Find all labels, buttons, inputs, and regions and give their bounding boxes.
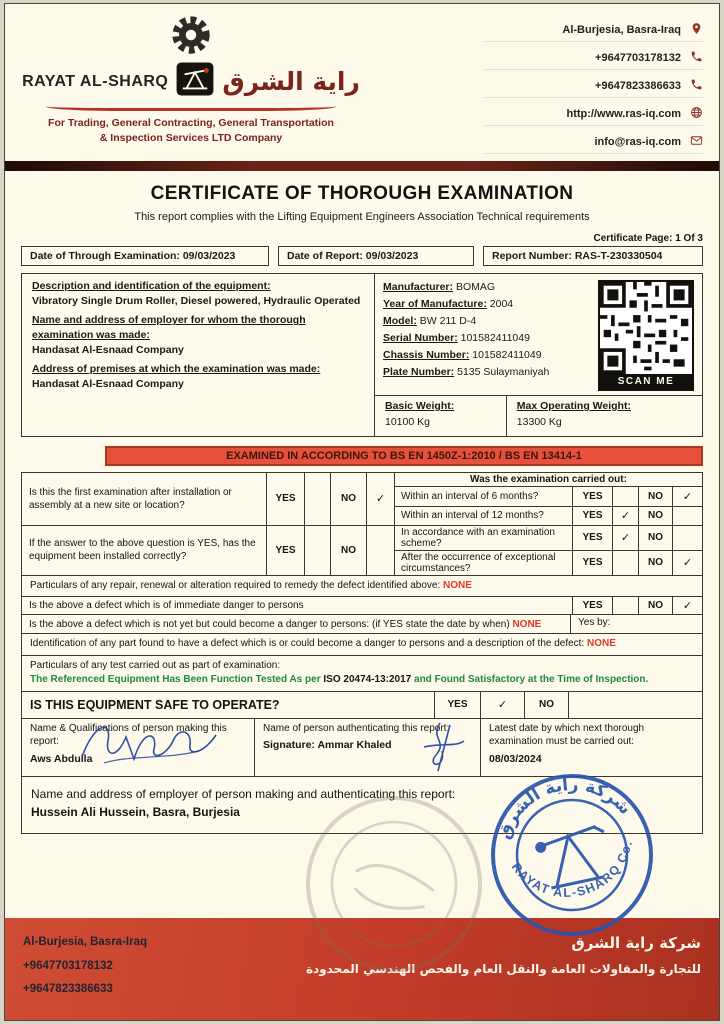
exam-date-value: 09/03/2023 — [182, 250, 236, 262]
installed-correctly-row — [22, 525, 702, 575]
contact-text: info@ras-iq.com — [594, 136, 681, 148]
report-date-cell: Date of Report: 09/03/2023 — [278, 246, 474, 266]
premises-value: Handasat Al-Esnaad Company — [32, 378, 184, 391]
maker-signature-cell: Name & Qualifications of person making this report: Aws Abdulla — [22, 719, 254, 776]
report-number-value: RAS-T-230330504 — [574, 250, 663, 262]
qr-code — [598, 280, 694, 391]
signature-row — [22, 718, 702, 776]
company-stamp — [487, 770, 657, 940]
no-cell: NO — [638, 551, 672, 575]
check-cell — [568, 692, 702, 718]
company-logo — [21, 12, 361, 154]
check-cell: ✓ — [672, 551, 702, 575]
gear-icon — [21, 12, 361, 60]
contact-text: Al-Burjesia, Basra-Iraq — [562, 24, 681, 36]
detail-row-serial: Serial Number: 101582411049 — [383, 332, 530, 344]
contact-item-phone1 — [485, 50, 703, 70]
footer-address: Al-Burjesia, Basra-Iraq — [23, 936, 147, 948]
installed-correctly-question: If the answer to the above question is YES, has the equipment been installed correctly? — [29, 538, 256, 562]
no-cell: NO — [330, 473, 366, 525]
company-name-row — [21, 62, 361, 101]
report-date-value: 09/03/2023 — [365, 250, 419, 262]
check-cell: ✓ — [480, 692, 524, 718]
contact-text: +9647823386633 — [595, 80, 681, 92]
check-cell: ✓ — [612, 526, 638, 550]
authenticator-name: Signature: Ammar Khaled — [263, 739, 392, 752]
certificate-subtitle: This report complies with the Lifting Equipment Engineers Association Technical requirements — [134, 211, 590, 223]
contact-item-phone2 — [485, 78, 703, 98]
yes-cell: YES — [572, 526, 612, 550]
check-cell: ✓ — [366, 473, 394, 525]
max-operating-weight: Max Operating Weight: 13300 Kg — [506, 396, 702, 436]
detail-row-chassis: Chassis Number: 101582411049 — [383, 349, 542, 361]
first-examination-question: Is this the first examination after installation or assembly at a new site or location? — [29, 486, 232, 511]
equipment-right-column — [374, 274, 702, 436]
equipment-details — [375, 274, 702, 395]
header — [5, 4, 719, 154]
phone-icon — [690, 50, 703, 66]
yes-cell: YES — [266, 526, 304, 575]
safe-to-operate-row — [22, 691, 702, 718]
yes-cell: YES — [572, 487, 612, 506]
premises-label: Address of premises at which the examination was made: — [32, 362, 321, 375]
identification-none-value: NONE — [587, 638, 616, 649]
check-cell — [612, 487, 638, 506]
footer-arabic-company: شركة راية الشرق — [571, 934, 701, 952]
no-cell: NO — [638, 507, 672, 525]
interval-12m-row: Within an interval of 12 months? YES ✓ NO — [395, 506, 702, 525]
footer-phone: +9647703178132 — [23, 959, 113, 972]
test-particulars-row: Particulars of any test carried out as part of examination: The Referenced Equipment Has Been Function Tested As per ISO 20474-13:2017 and Found Satisfactory at the Time of Inspection. — [30, 659, 649, 685]
safe-to-operate-question: IS THIS EQUIPMENT SAFE TO OPERATE? — [30, 697, 280, 712]
stamp-arabic-text: شركة راية الشرق — [494, 774, 635, 842]
check-cell — [672, 526, 702, 550]
certificate-paper — [4, 3, 720, 1021]
detail-row-model: Model: BW 211 D-4 — [383, 315, 477, 327]
detail-row-year: Year of Manufacture: 2004 — [383, 298, 514, 310]
no-cell: NO — [638, 487, 672, 506]
repair-none-value: NONE — [443, 579, 472, 591]
employer-value: Handasat Al-Esnaad Company — [32, 343, 184, 356]
check-cell — [612, 551, 638, 575]
iso-standard: ISO 20474-13:2017 — [323, 674, 412, 685]
yes-cell: YES — [266, 473, 304, 525]
equipment-description-value: Vibratory Single Drum Roller, Diesel powered, Hydraulic Operated — [32, 295, 361, 308]
footer-arabic-tagline: للتجارة والمقاولات العامة والنقل العام والفحص الهندسي المحدودة — [305, 962, 701, 976]
certificate-title: CERTIFICATE OF THOROUGH EXAMINATION — [150, 183, 574, 204]
logo-swoosh — [46, 102, 336, 111]
no-cell: NO — [524, 692, 568, 718]
contact-item-address — [485, 22, 703, 42]
equipment-description-label: Description and identification of the equipment: — [32, 280, 271, 292]
immediate-danger-row: Is the above a defect which is of immediate danger to persons YES NO ✓ — [22, 596, 702, 614]
date-row — [21, 246, 703, 266]
stamp-english-text: RAYAT AL-SHARQ Co. — [508, 838, 636, 900]
report-number-cell: Report Number: RAS-T-230330504 — [483, 246, 703, 266]
ghost-stamp — [300, 790, 488, 978]
yes-cell: YES — [572, 597, 612, 614]
equipment-box — [21, 273, 703, 437]
footer-phone: +9647823386633 — [23, 983, 113, 996]
location-pin-icon — [690, 22, 703, 38]
no-cell: NO — [638, 526, 672, 550]
email-icon — [690, 134, 703, 150]
employer-label: Name and address of employer for whom the thorough examination was made: — [32, 314, 306, 341]
examination-scheme-row: In accordance with an examination scheme? YES ✓ NO — [395, 526, 702, 550]
scan-me-label: SCAN ME — [600, 374, 692, 389]
globe-icon — [690, 106, 703, 122]
carried-out-header: Was the examination carried out: — [395, 473, 702, 487]
basic-weight-value: 10100 Kg — [385, 415, 430, 428]
header-divider-bar — [5, 161, 719, 171]
next-exam-date-value: 08/03/2024 — [489, 752, 542, 765]
contact-text: +9647703178132 — [595, 52, 681, 64]
exceptional-circumstances-row: After the occurrence of exceptional circumstances? YES NO ✓ — [395, 550, 702, 575]
contact-text: http://www.ras-iq.com — [566, 108, 681, 120]
maker-name: Aws Abdulla — [30, 752, 93, 765]
repair-particulars-row: Particulars of any repair, renewal or alteration required to remedy the defect identified above: NONE — [30, 579, 472, 591]
company-tagline: For Trading, General Contracting, General Transportation & Inspection Services LTD Company — [48, 117, 334, 145]
check-cell — [672, 507, 702, 525]
authenticator-signature-cell: Name of person authenticating this report: Signature: Ammar Khaled — [254, 719, 480, 776]
company-name: RAYAT AL-SHARQ — [22, 72, 169, 90]
contact-item-website — [485, 106, 703, 126]
yes-cell: YES — [572, 507, 612, 525]
future-none-value: NONE — [512, 619, 542, 630]
yes-by-cell: Yes by: — [570, 615, 702, 633]
equipment-left-column — [22, 274, 374, 436]
check-cell: ✓ — [672, 487, 702, 506]
yes-cell: YES — [572, 551, 612, 575]
next-exam-date-cell: Latest date by which next thorough examination must be carried out: 08/03/2024 — [480, 719, 702, 776]
footer-contact-block — [23, 931, 147, 1002]
interval-6m-row: Within an interval of 6 months? YES NO ✓ — [395, 487, 702, 506]
defect-identification-row: Identification of any part found to have a defect which is or could become a danger to persons and a description of the defect: NONE — [30, 638, 616, 649]
report-employer-value: Hussein Ali Hussein, Basra, Burjesia — [31, 804, 240, 819]
exam-date-cell: Date of Through Examination: 09/03/2023 — [21, 246, 269, 266]
check-cell — [304, 526, 330, 575]
check-cell: ✓ — [612, 507, 638, 525]
no-cell: NO — [330, 526, 366, 575]
company-name-arabic: راية الشرق — [222, 67, 360, 96]
no-cell: NO — [638, 597, 672, 614]
phone-icon — [690, 78, 703, 94]
yes-cell: YES — [434, 692, 480, 718]
detail-row-manufacturer: Manufacturer: BOMAG — [383, 281, 496, 293]
check-cell — [304, 473, 330, 525]
check-cell — [366, 526, 394, 575]
certificate-page-note: Certificate Page: 1 Of 3 — [593, 233, 703, 244]
first-examination-row — [22, 473, 702, 525]
report-employer-label: Name and address of employer of person making and authenticating this report: — [31, 786, 456, 801]
standards-banner: EXAMINED IN ACCORDING TO BS EN 1450Z-1:2010 / BS EN 13414-1 — [105, 446, 703, 466]
oil-pump-icon — [176, 62, 214, 101]
contact-list — [485, 12, 703, 154]
check-cell: ✓ — [672, 597, 702, 614]
basic-weight: Basic Weight: 10100 Kg — [375, 396, 506, 436]
future-danger-row: Is the above a defect which is not yet but could become a danger to persons: (if YES state the date by when) NONE Yes by: — [22, 614, 702, 633]
detail-row-plate: Plate Number: 5135 Sulaymaniyah — [383, 366, 550, 378]
max-weight-value: 13300 Kg — [516, 415, 562, 428]
check-cell — [612, 597, 638, 614]
weights-row — [375, 395, 702, 436]
contact-item-email — [485, 134, 703, 154]
